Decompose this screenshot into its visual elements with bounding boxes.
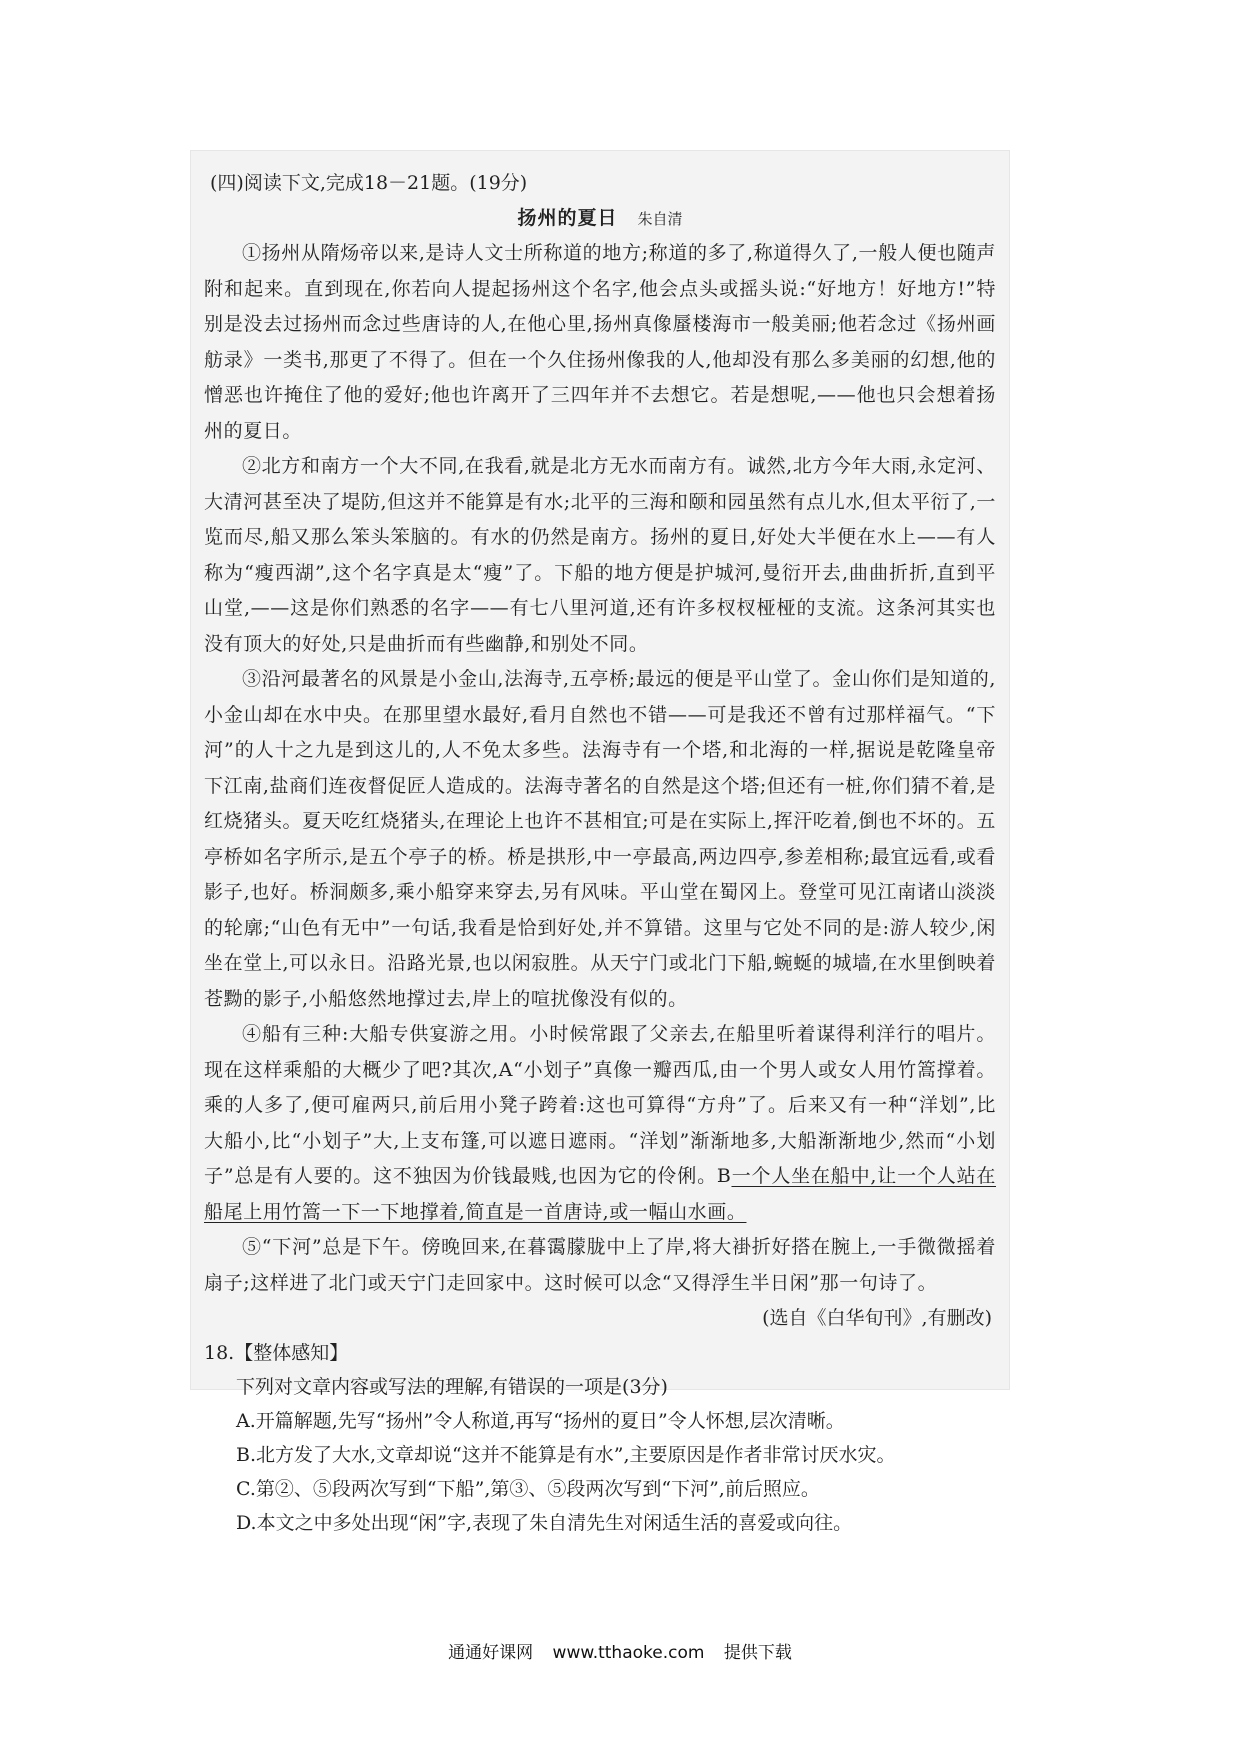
article-source: (选自《白华旬刊》,有删改) — [762, 1307, 992, 1329]
footer-suffix: 提供下载 — [723, 1643, 792, 1663]
question-stem: 下列对文章内容或写法的理解,有错误的一项是(3分) — [236, 1376, 668, 1398]
option-c: C.第②、⑤段两次写到“下船”,第③、⑤段两次写到“下河”,前后照应。 — [236, 1478, 820, 1500]
page-content — [204, 168, 996, 1540]
question-title: 18.【整体感知】 — [204, 1342, 349, 1364]
paragraph-5: ⑤“下河”总是下午。傍晚回来,在暮霭朦胧中上了岸,将大褂折好搭在腕上,一手微微摇着扇子;这样进了北门或天宁门走回家中。这时候可以念“又得浮生半日闲”那一句诗了。 — [204, 1236, 996, 1294]
article-author: 朱自清 — [637, 210, 683, 228]
article-title: 扬州的夏日 — [517, 207, 618, 229]
option-a: A.开篇解题,先写“扬州”令人称道,再写“扬州的夏日”令人怀想,层次清晰。 — [236, 1410, 845, 1432]
paragraph-3: ③沿河最著名的风景是小金山,法海寺,五亭桥;最远的便是平山堂了。金山你们是知道的,小金山却在水中央。在那里望水最好,看月自然也不错——可是我还不曾有过那样福气。“下河”的人十之九是到这儿的,人不免太多些。法海寺有一个塔,和北海的一样,据说是乾隆皇帝下江南,盐商们连夜督促匠人造成的。法海寺著名的自然是这个塔;但还有一桩,你们猜不着,是红烧猪头。夏天吃红烧猪头,在理论上也许不甚相宜;可是在实际上,挥汗吃着,倒也不坏的。五亭桥如名字所示,是五个亭子的桥。桥是拱形,中一亭最高,两边四亭,参差相称;最宜远看,或看影子,也好。桥洞颇多,乘小船穿来穿去,另有风味。平山堂在蜀冈上。登堂可见江南诸山淡淡的轮廓;“山色有无中”一句话,我看是恰到好处,并不算错。这里与它处不同的是:游人较少,闲坐在堂上,可以永日。沿路光景,也以闲寂胜。从天宁门或北门下船,蜿蜒的城墙,在水里倒映着苍黝的影子,小船悠然地撑过去,岸上的喧扰像没有似的。 — [204, 668, 996, 1010]
footer-url: www.tthaoke.com — [552, 1643, 705, 1663]
section-heading: (四)阅读下文,完成18－21题。(19分) — [210, 172, 528, 194]
option-d: D.本文之中多处出现“闲”字,表现了朱自清先生对闲适生活的喜爱或向往。 — [236, 1512, 853, 1534]
scanned-page — [190, 150, 1010, 1534]
article-title-row — [204, 203, 996, 230]
underlined-sentence-b: 一个人坐在船中,让一个人站在船尾上用竹篙一下一下地撑着,简直是一首唐诗,或一幅山水画。 — [204, 1165, 996, 1223]
paragraph-4-text: ④船有三种:大船专供宴游之用。小时候常跟了父亲去,在船里听着谋得利洋行的唱片。现在这样乘船的大概少了吧?其次,A“小划子”真像一瓣西瓜,由一个男人或女人用竹篙撑着。乘的人多了,便可雇两只,前后用小凳子跨着:这也可算得“方舟”了。后来又有一种“洋划”,比大船小,比“小划子”大,上支布篷,可以遮日遮雨。“洋划”渐渐地多,大船渐渐地少,然而“小划子”总是有人要的。这不独因为价钱最贱,也因为它的伶俐。B — [204, 1023, 996, 1187]
footer-site-name: 通通好课网 — [448, 1643, 534, 1663]
paragraph-2: ②北方和南方一个大不同,在我看,就是北方无水而南方有。诚然,北方今年大雨,永定河、大清河甚至决了堤防,但这并不能算是有水;北平的三海和颐和园虽然有点儿水,但太平衍了,一览而尽,船又那么笨头笨脑的。有水的仍然是南方。扬州的夏日,好处大半便在水上——有人称为“瘦西湖”,这个名字真是太“瘦”了。下船的地方便是护城河,曼衍开去,曲曲折折,直到平山堂,——这是你们熟悉的名字——有七八里河道,还有许多杈杈桠桠的支流。这条河其实也没有顶大的好处,只是曲折而有些幽静,和别处不同。 — [204, 455, 996, 655]
paragraph-1: ①扬州从隋炀帝以来,是诗人文士所称道的地方;称道的多了,称道得久了,一般人便也随声附和起来。直到现在,你若向人提起扬州这个名字,他会点头或摇头说:“好地方！好地方!”特别是没去过扬州而念过些唐诗的人,在他心里,扬州真像蜃楼海市一般美丽;他若念过《扬州画舫录》一类书,那更了不得了。但在一个久住扬州像我的人,他却没有那么多美丽的幻想,他的憎恶也许掩住了他的爱好;他也许离开了三四年并不去想它。若是想呢,——他也只会想着扬州的夏日。 — [204, 242, 996, 442]
paragraph-4 — [204, 1017, 996, 1230]
page-footer — [0, 1638, 1240, 1663]
option-b: B.北方发了大水,文章却说“这并不能算是有水”,主要原因是作者非常讨厌水灾。 — [236, 1444, 896, 1466]
